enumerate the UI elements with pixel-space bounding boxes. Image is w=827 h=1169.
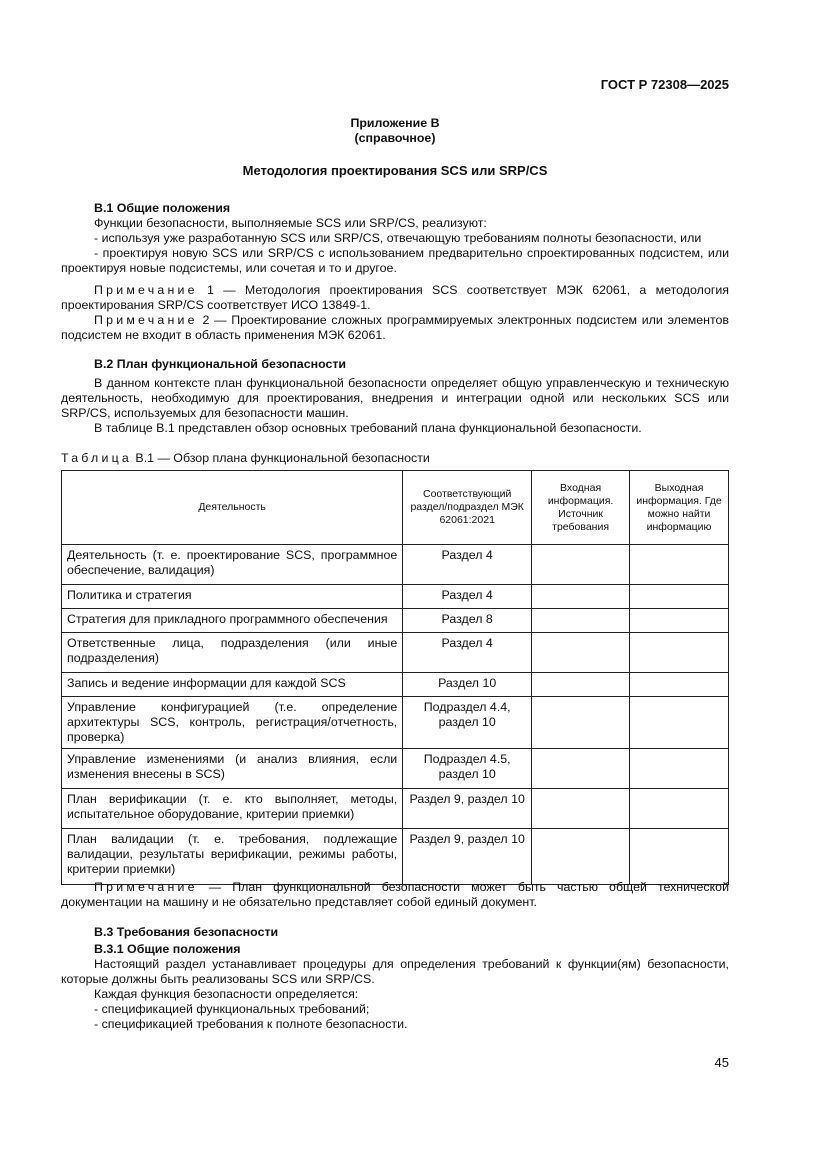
cell-input [532, 585, 630, 609]
cell-section: Раздел 4 [403, 585, 532, 609]
cell-section: Раздел 9, раздел 10 [403, 789, 532, 829]
functional-safety-plan-table [61, 470, 729, 885]
table-caption [61, 451, 430, 465]
section-b3 [61, 925, 729, 1032]
table-row [62, 673, 729, 697]
cell-input [532, 545, 630, 585]
cell-input [532, 697, 630, 749]
cell-output [630, 697, 729, 749]
table-row [62, 633, 729, 673]
cell-input [532, 609, 630, 633]
cell-output [630, 633, 729, 673]
methodology-title: Методология проектирования SCS или SRP/CS [242, 163, 548, 178]
cell-activity: Управление изменениями (и анализ влияния, если изменения внесены в SCS) [62, 749, 403, 789]
cell-input [532, 749, 630, 789]
section-b3-paragraph: Настоящий раздел устанавливает процедуры для определения требований к функции(ям) безопасности, которые должны быть реализованы SCS или SRP/CS. [61, 957, 729, 986]
table-row [62, 609, 729, 633]
note-label: Примечание [94, 313, 198, 327]
note-2 [61, 313, 729, 343]
table-row [62, 789, 729, 829]
cell-activity: План валидации (т. е. требования, подлежащие валидации, результаты верификации, режимы работы, критерии приемки) [62, 829, 403, 885]
cell-activity: Политика и стратегия [62, 585, 403, 609]
cell-section: Раздел 10 [403, 673, 532, 697]
section-b2-paragraph: В данном контексте план функциональной безопасности определяет общую управленческую и техническую деятельность, необходимую для проектирования, внедрения и интеграции одной или нескольких SCS или SRP/CS, используемых для безопасности машин. [61, 376, 729, 420]
cell-section: Раздел 4 [403, 545, 532, 585]
section-b1-heading: В.1 Общие положения [94, 201, 231, 215]
table-row [62, 749, 729, 789]
cell-activity: План верификации (т. е. кто выполняет, методы, испытательное оборудование, критерии приемки) [62, 789, 403, 829]
table-caption-label: Таблица [61, 451, 132, 465]
cell-output [630, 829, 729, 885]
table-note-paragraph [61, 880, 729, 910]
section-b2 [61, 357, 729, 436]
cell-section: Раздел 4 [403, 633, 532, 673]
column-header-output: Выходная информация. Где можно найти информацию [630, 471, 729, 545]
document-id: ГОСТ Р 72308—2025 [600, 77, 729, 92]
cell-activity: Ответственные лица, подразделения (или иные подразделения) [62, 633, 403, 673]
table-header-row [62, 471, 729, 545]
column-header-section: Соответствующий раздел/подраздел МЭК 62061:2021 [403, 471, 532, 545]
cell-output [630, 673, 729, 697]
cell-section: Раздел 8 [403, 609, 532, 633]
table-row [62, 829, 729, 885]
note-1 [61, 283, 729, 313]
section-b2-heading: В.2 План функциональной безопасности [94, 357, 347, 371]
cell-output [630, 585, 729, 609]
annex-title-block [61, 116, 729, 146]
cell-output [630, 609, 729, 633]
section-b1-paragraph: - проектируя новую SCS или SRP/CS с использованием предварительно спроектированных подсистем, или проектируя новые подсистемы, или сочетая и то и другое. [61, 246, 729, 275]
note-text: 1 — Методология проектирования SCS соответствует МЭК 62061, а методология проектирования SRP/CS соответствует ИСО 13849-1. [61, 283, 729, 312]
section-b3-list-item: - спецификацией требования к полноте безопасности. [94, 1017, 408, 1031]
section-b1-paragraph: - используя уже разработанную SCS или SRP/CS, отвечающую требованиям полноты безопасности, или [94, 231, 702, 245]
section-b3-heading: В.3 Требования безопасности [94, 925, 279, 939]
section-b3-1-heading: В.3.1 Общие положения [94, 942, 241, 956]
cell-activity: Запись и ведение информации для каждой SCS [62, 673, 403, 697]
column-header-activity: Деятельность [62, 471, 403, 545]
cell-input [532, 789, 630, 829]
annex-title: Приложение В [350, 116, 440, 130]
table-row [62, 585, 729, 609]
column-header-input: Входная информация. Источник требования [532, 471, 630, 545]
cell-output [630, 749, 729, 789]
cell-section: Подраздел 4.4, раздел 10 [403, 697, 532, 749]
table-row [62, 697, 729, 749]
table-note [61, 880, 729, 910]
section-b3-list-item: - спецификацией функциональных требований; [94, 1002, 370, 1016]
cell-activity: Стратегия для прикладного программного обеспечения [62, 609, 403, 633]
table-row [62, 545, 729, 585]
cell-section: Подраздел 4.5, раздел 10 [403, 749, 532, 789]
note-text: — План функциональной безопасности может быть частью общей технической документации на машину и не обязательно представляет собой единый документ. [61, 880, 729, 909]
annex-subtitle: (справочное) [354, 131, 436, 145]
section-b2-paragraph: В таблице В.1 представлен обзор основных требований плана функциональной безопасности. [94, 421, 642, 435]
note-text: 2 — Проектирование сложных программируемых электронных подсистем или элементов подсистем не входит в область применения МЭК 62061. [61, 313, 729, 342]
note-label: Примечание [94, 283, 198, 297]
cell-activity: Управление конфигурацией (т.е. определение архитектуры SCS, контроль, регистрация/отчетность, проверка) [62, 697, 403, 749]
table-caption-text: В.1 — Обзор плана функциональной безопасности [131, 451, 430, 465]
cell-output [630, 789, 729, 829]
cell-input [532, 829, 630, 885]
cell-input [532, 633, 630, 673]
note-label: Примечание [94, 880, 198, 894]
section-b1 [61, 201, 729, 343]
section-b3-paragraph: Каждая функция безопасности определяется: [94, 987, 359, 1001]
cell-section: Раздел 9, раздел 10 [403, 829, 532, 885]
section-b1-paragraph: Функции безопасности, выполняемые SCS или SRP/CS, реализуют: [94, 216, 487, 230]
cell-output [630, 545, 729, 585]
cell-activity: Деятельность (т. е. проектирование SCS, программное обеспечение, валидация) [62, 545, 403, 585]
cell-input [532, 673, 630, 697]
page-number: 45 [714, 1055, 729, 1070]
